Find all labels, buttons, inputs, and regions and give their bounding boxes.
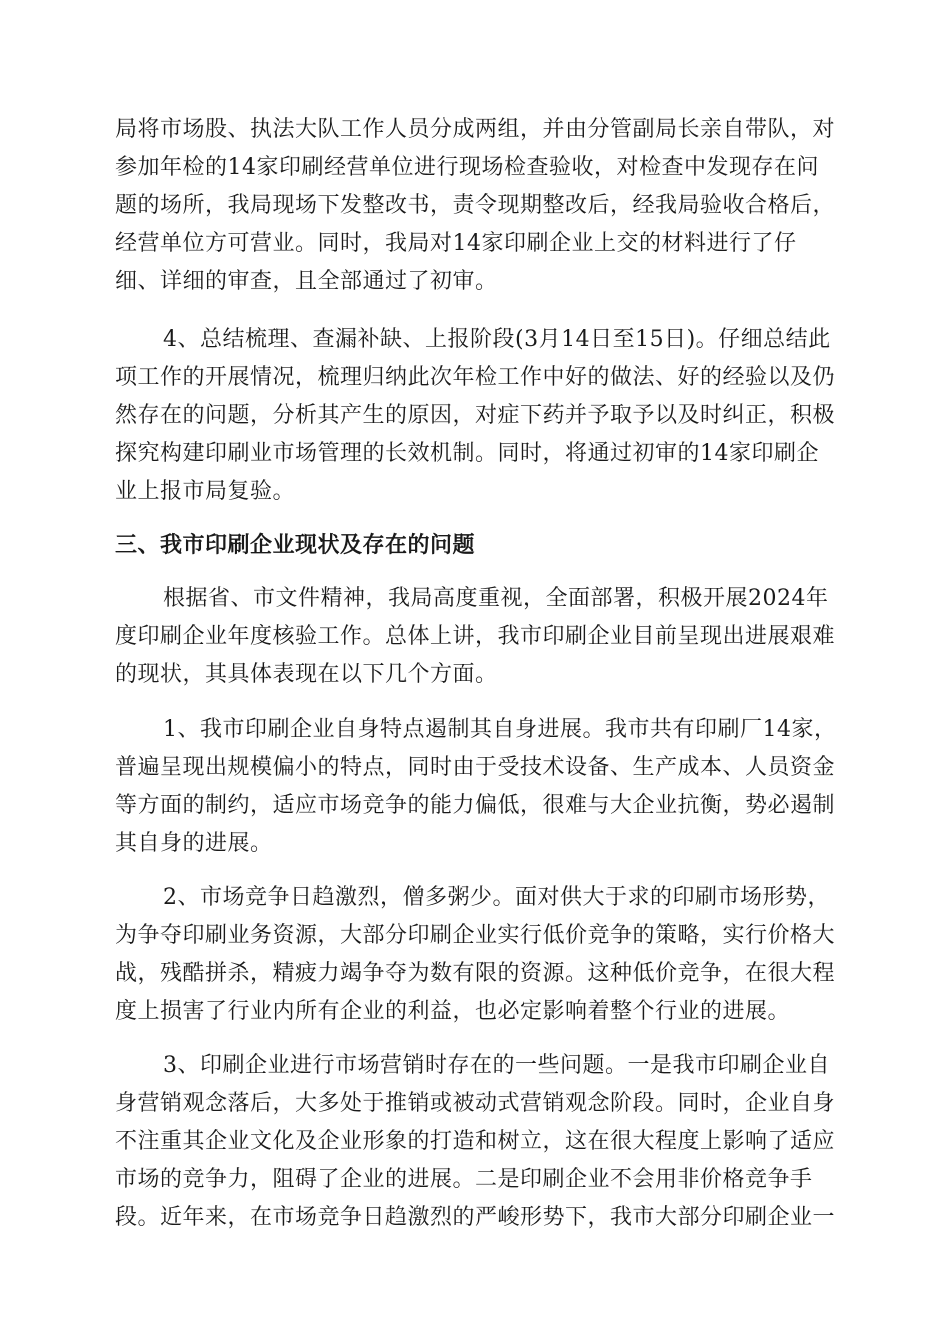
body-text-line: 1、我市印刷企业自身特点遏制其自身进展。我市共有印刷厂14家， — [163, 717, 837, 742]
body-text-line: 为争夺印刷业务资源，大部分印刷企业实行低价竞争的策略，实行价格大 — [115, 923, 836, 948]
body-text-line: 项工作的开展情况，梳理归纳此次年检工作中好的做法、好的经验以及仍 — [115, 365, 836, 390]
body-text-line: 细、详细的审查，且全部通过了初审。 — [115, 269, 498, 294]
body-text-line: 其自身的进展。 — [115, 831, 273, 856]
body-text-line: 2、市场竞争日趋激烈，僧多粥少。面对供大于求的印刷市场形势， — [163, 885, 830, 910]
body-text-line: 段。近年来，在市场竞争日趋激烈的严峻形势下，我市大部分印刷企业一 — [115, 1205, 836, 1230]
body-text-line: 普遍呈现出规模偏小的特点，同时由于受技术设备、生产成本、人员资金 — [115, 755, 836, 780]
body-text-line: 度上损害了行业内所有企业的利益，也必定影响着整个行业的进展。 — [115, 999, 791, 1024]
body-text-line: 探究构建印刷业市场管理的长效机制。同时，将通过初审的14家印刷企 — [115, 441, 819, 466]
body-text-line: 等方面的制约，适应市场竞争的能力偏低，很难与大企业抗衡，势必遏制 — [115, 793, 836, 818]
body-text-line: 的现状，其具体表现在以下几个方面。 — [115, 662, 498, 687]
body-text-line: 然存在的问题，分析其产生的原因，对症下药并予取予以及时纠正，积极 — [115, 403, 836, 428]
body-text-line: 局将市场股、执法大队工作人员分成两组，并由分管副局长亲自带队，对 — [115, 117, 836, 142]
body-text-line: 题的场所，我局现场下发整改书，责令现期整改后，经我局验收合格后， — [115, 193, 836, 218]
body-text-line: 度印刷企业年度核验工作。总体上讲，我市印刷企业目前呈现出进展艰难 — [115, 624, 836, 649]
body-text-line: 身营销观念落后，大多处于推销或被动式营销观念阶段。同时，企业自身 — [115, 1091, 836, 1116]
body-text-line: 4、总结梳理、查漏补缺、上报阶段(3月14日至15日)。仔细总结此 — [163, 327, 831, 352]
body-text-line: 经营单位方可营业。同时，我局对14家印刷企业上交的材料进行了仔 — [115, 231, 797, 256]
body-text-line: 战，残酷拼杀，精疲力竭争夺为数有限的资源。这种低价竞争，在很大程 — [115, 961, 836, 986]
body-text-line: 不注重其企业文化及企业形象的打造和树立，这在很大程度上影响了适应 — [115, 1129, 836, 1154]
body-text-line: 参加年检的14家印刷经营单位进行现场检查验收，对检查中发现存在问 — [115, 155, 819, 180]
section-heading: 三、我市印刷企业现状及存在的问题 — [115, 532, 476, 558]
body-text-line: 业上报市局复验。 — [115, 479, 296, 504]
body-text-line: 3、印刷企业进行市场营销时存在的一些问题。一是我市印刷企业自 — [163, 1053, 830, 1078]
body-text-line: 根据省、市文件精神，我局高度重视，全面部署，积极开展2024年 — [163, 586, 829, 611]
body-text-line: 市场的竞争力，阻碍了企业的进展。二是印刷企业不会用非价格竞争手 — [115, 1167, 813, 1192]
